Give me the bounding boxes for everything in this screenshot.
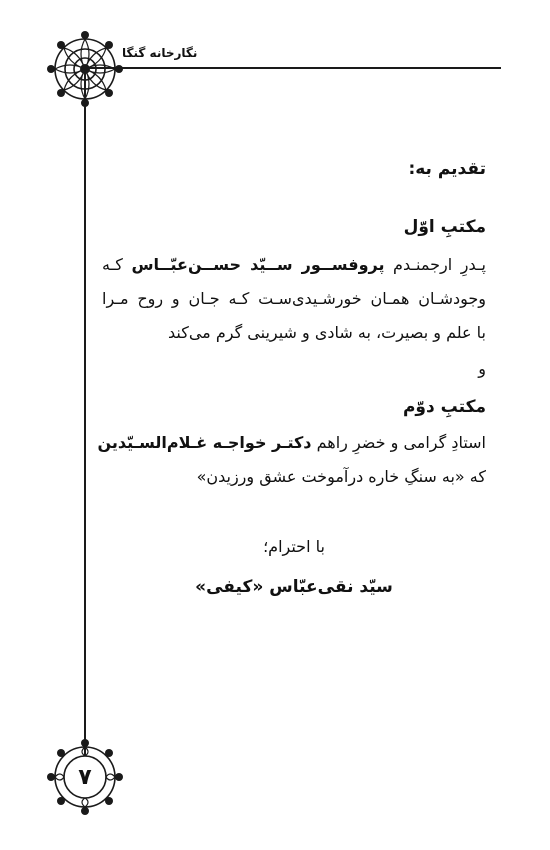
school-two-line-1-pre: استادِ گرامی و خضرِ راهم — [311, 433, 486, 452]
father-name: پروفســور ســیّد حســن‌عبّــاس — [131, 255, 385, 274]
running-header: نگارخانه گنگا — [122, 46, 198, 60]
school-two-line-1 — [97, 432, 486, 454]
school-two-line-2: که «به سنگِ خاره درآموخت عشق ورزیدن» — [196, 467, 486, 486]
page-number: ۷ — [78, 764, 92, 790]
dedication-body — [97, 0, 487, 850]
school-two-title: مکتبِ دوّم — [402, 397, 486, 417]
closing-phrase: با احترام؛ — [263, 537, 325, 556]
school-one-line-2: وجودشـان همـان خورشـیدی‌سـت کـه جـان و روح مـرا — [102, 289, 486, 308]
school-one-line-1-post: کـه — [102, 255, 132, 274]
conjunction: و — [478, 359, 486, 378]
school-one-line-1-pre: پـدرِ ارجمنـدم — [384, 255, 487, 274]
dedication-title: تقدیم به: — [408, 159, 486, 179]
school-one-line-3: با علم و بصیرت، به شادی و شیرینی گرم می‌کند — [168, 323, 486, 342]
teacher-name: دکتـر خواجـه غـلام‌السـیّدین — [97, 433, 312, 452]
school-one-line-1 — [102, 254, 486, 276]
author-signature: سیّد نقی‌عبّاس «کیفی» — [195, 577, 393, 597]
school-one-title: مکتبِ اوّل — [403, 217, 486, 237]
margin-rule — [84, 67, 86, 775]
